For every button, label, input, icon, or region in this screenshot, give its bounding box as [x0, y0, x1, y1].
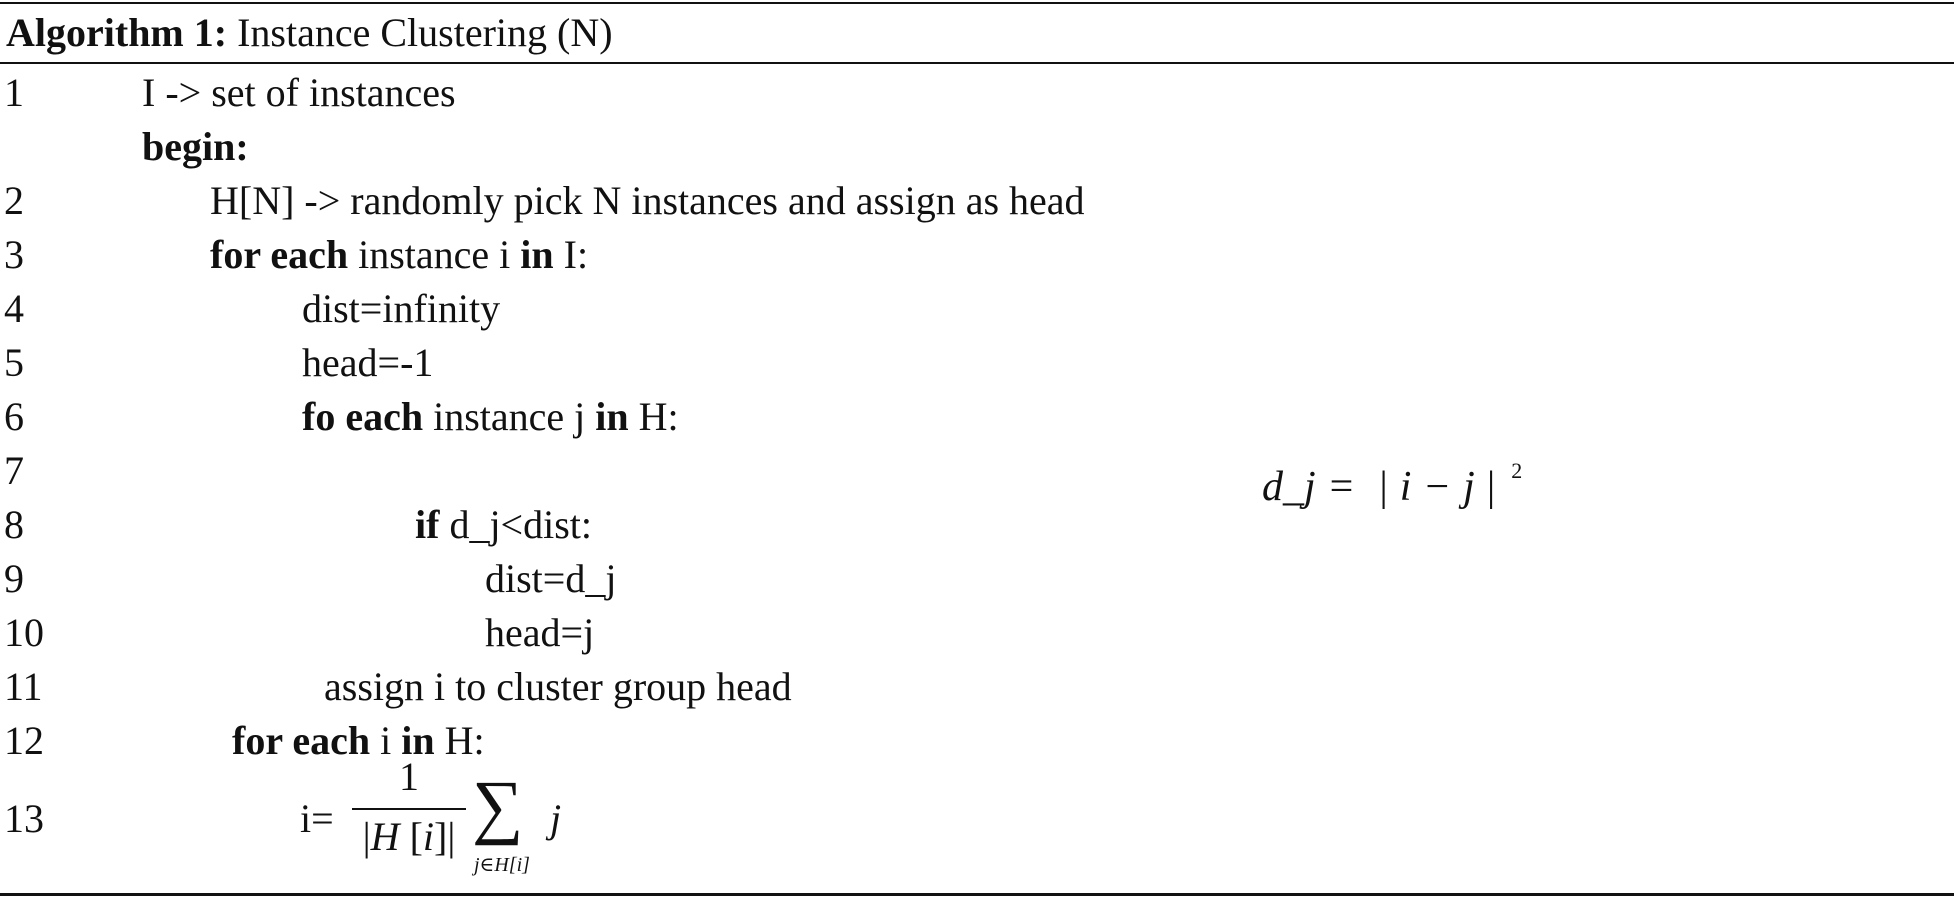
- line-number: 1: [4, 70, 24, 115]
- line-number: 11: [4, 664, 43, 709]
- algorithm-line-13: [0, 792, 1954, 846]
- minus-sign: −: [1425, 464, 1450, 510]
- line-number: 8: [4, 502, 24, 547]
- line-segment: i: [370, 718, 402, 763]
- algorithm-line-1: [0, 66, 1954, 120]
- formula-lhs: i=: [300, 796, 334, 841]
- algorithm-line-4: [0, 282, 1954, 336]
- abs-bar-right: |: [1486, 464, 1496, 510]
- header-rule: [0, 62, 1954, 64]
- line-text: [302, 390, 679, 444]
- abs-bar-left: |: [1379, 464, 1388, 510]
- equation-i: i: [1399, 464, 1412, 510]
- equation-lhs: d_j: [1262, 464, 1316, 510]
- keyword-for-each: for each: [210, 232, 349, 277]
- line-number: 12: [4, 718, 44, 763]
- line-text: head=-1: [302, 340, 434, 385]
- keyword-for-each: for each: [232, 718, 371, 763]
- algorithm-line-begin: [0, 120, 1954, 174]
- line-number: 6: [4, 394, 24, 439]
- keyword-in: in: [401, 718, 435, 763]
- line-number: 2: [4, 178, 24, 223]
- line-number: 4: [4, 286, 24, 331]
- keyword-in: in: [595, 394, 629, 439]
- algorithm-line-9: [0, 552, 1954, 606]
- algorithm-line-3: [0, 228, 1954, 282]
- summation-subscript: j∈H[i]: [474, 854, 530, 876]
- line-number: 5: [4, 340, 24, 385]
- keyword-in: in: [520, 232, 554, 277]
- denominator-i: i: [422, 814, 435, 859]
- line-text: dist=infinity: [302, 286, 501, 331]
- equals-sign: =: [1329, 464, 1354, 510]
- algorithm-line-5: [0, 336, 1954, 390]
- denominator-h: H: [370, 814, 400, 859]
- line-text: [415, 498, 592, 552]
- algorithm-line-2: [0, 174, 1954, 228]
- line-number: 10: [4, 610, 44, 655]
- line-text: [210, 228, 588, 282]
- keyword-begin: begin:: [142, 124, 249, 169]
- caption-title: Instance Clustering (N): [237, 10, 613, 55]
- algorithm-line-7: [0, 444, 1954, 510]
- algorithm-caption: [6, 8, 613, 58]
- line-text: dist=d_j: [485, 556, 617, 601]
- bottom-rule: [0, 893, 1954, 896]
- algorithm-line-12: [0, 714, 1954, 768]
- line-text: I -> set of instances: [142, 70, 456, 115]
- line-segment: I:: [553, 232, 589, 277]
- line-number: 3: [4, 232, 24, 277]
- algorithm-line-8: [0, 498, 1954, 552]
- top-rule: [0, 2, 1954, 4]
- line-segment: H:: [628, 394, 679, 439]
- fraction-denominator: |H [i]|: [362, 814, 456, 859]
- fraction-numerator: 1: [399, 754, 419, 799]
- line-text: head=j: [485, 610, 595, 655]
- caption-label: Algorithm 1:: [6, 10, 228, 55]
- line-segment: H:: [434, 718, 485, 763]
- line-number: 9: [4, 556, 24, 601]
- algorithm-line-6: [0, 390, 1954, 444]
- line-segment: instance i: [348, 232, 521, 277]
- equation-j: j: [1463, 464, 1475, 510]
- line-number: 13: [4, 796, 44, 841]
- line-segment: d_j<dist:: [439, 502, 593, 547]
- summation-icon: ∑: [472, 766, 524, 846]
- fraction: [352, 752, 466, 864]
- keyword-if: if: [415, 502, 440, 547]
- line-segment: instance j: [423, 394, 596, 439]
- exponent: 2: [1511, 458, 1523, 483]
- summation-variable: j: [550, 796, 562, 841]
- algorithm-line-10: [0, 606, 1954, 660]
- line-text: assign i to cluster group head: [324, 664, 792, 709]
- algorithm-line-11: [0, 660, 1954, 714]
- line-text: H[N] -> randomly pick N instances and assign as head: [210, 178, 1085, 223]
- line-number: 7: [4, 448, 24, 493]
- keyword-fo-each: fo each: [302, 394, 424, 439]
